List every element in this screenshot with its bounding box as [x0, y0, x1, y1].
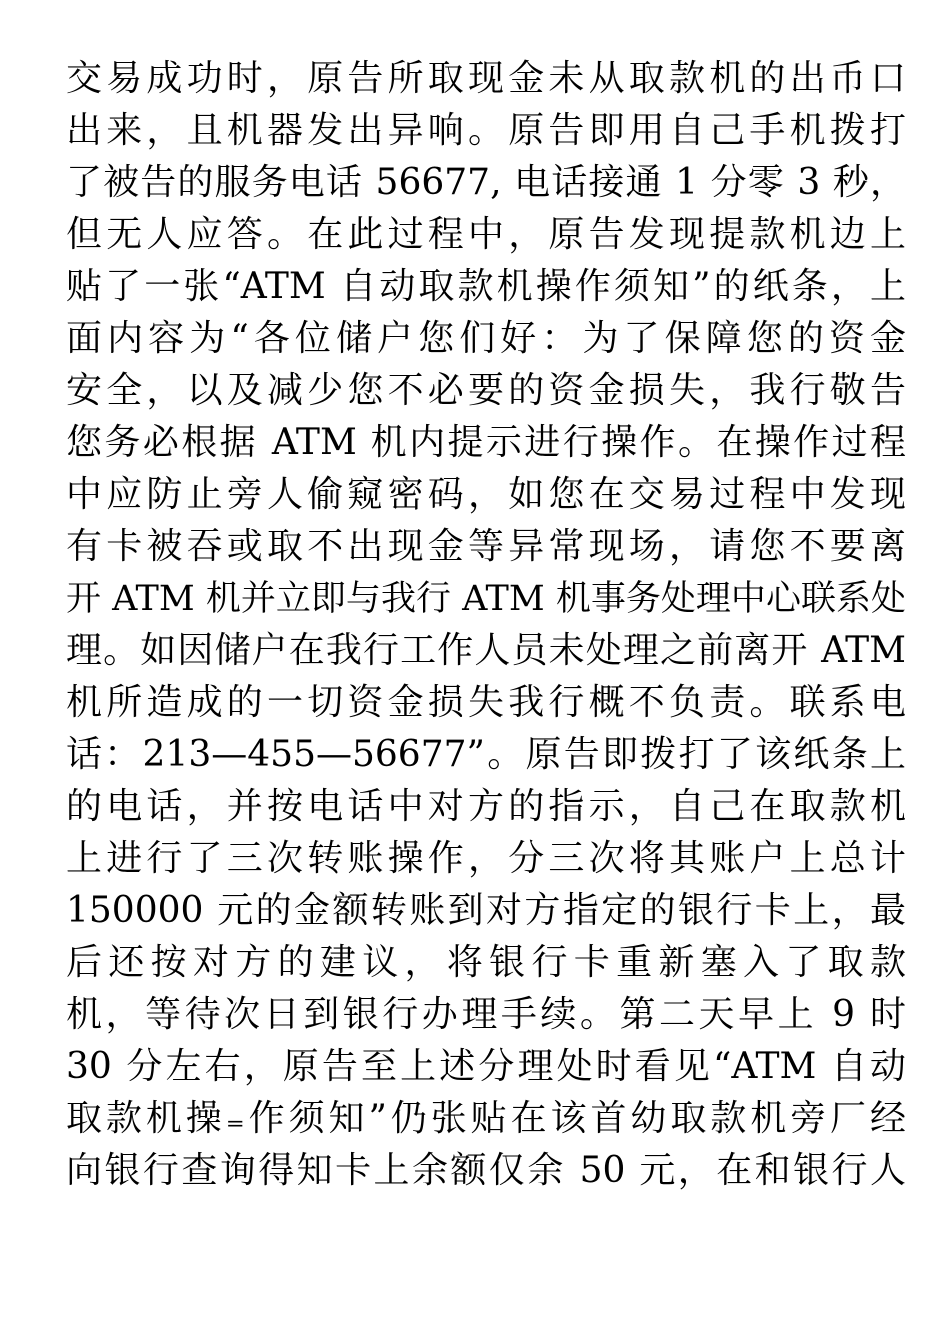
text-line-16: 上进行了三次转账操作，分三次将其账户上总计 — [66, 838, 906, 879]
text-line-19: 机，等待次日到银行办理手续。第二天早上 9 时 — [66, 994, 906, 1035]
text-line-9: 中应防止旁人偷窥密码，如您在交易过程中发现 — [66, 474, 906, 515]
text-line-11: 开 ATM 机并立即与我行 ATM 机事务处理中心联系处 — [66, 579, 906, 619]
text-line-5: 贴了一张“ATM 自动取款机操作须知”的纸条，上 — [66, 266, 906, 307]
text-line-18: 后还按对方的建议，将银行卡重新塞入了取款 — [66, 942, 906, 983]
text-line-10: 有卡被吞或取不出现金等异常现场，请您不要离 — [66, 526, 906, 567]
text-line-8: 您务必根据 ATM 机内提示进行操作。在操作过程 — [66, 422, 906, 463]
text-line-21: 取款机操₌作须知”仍张贴在该首幼取款机旁厂经 — [66, 1098, 906, 1139]
text-line-7: 安全，以及减少您不必要的资金损失，我行敬告 — [66, 370, 906, 411]
text-line-12: 理。如因储户在我行工作人员未处理之前离开 ATM — [66, 630, 906, 671]
text-line-14: 话：213—455—56677”。原告即拨打了该纸条上 — [66, 734, 906, 775]
text-line-22: 向银行查询得知卡上余额仅余 50 元，在和银行人 — [66, 1150, 906, 1191]
text-line-6: 面内容为“各位储户您们好：为了保障您的资金 — [66, 318, 906, 359]
text-line-3: 了被告的服务电话 56677, 电话接通 1 分零 3 秒， — [66, 162, 906, 203]
text-line-2: 出来，且机器发出异响。原告即用自己手机拨打 — [66, 110, 906, 151]
text-line-1: 交易成功时，原告所取现金未从取款机的出币口 — [66, 58, 906, 99]
text-line-13: 机所造成的一切资金损失我行概不负责。联系电 — [66, 682, 906, 723]
text-line-17: 150000 元的金额转账到对方指定的银行卡上，最 — [66, 890, 906, 931]
text-line-4: 但无人应答。在此过程中，原告发现提款机边上 — [66, 214, 906, 255]
text-line-20: 30 分左右，原告至上述分理处时看见“ATM 自动 — [66, 1046, 906, 1087]
text-line-15: 的电话，并按电话中对方的指示，自己在取款机 — [66, 786, 906, 827]
